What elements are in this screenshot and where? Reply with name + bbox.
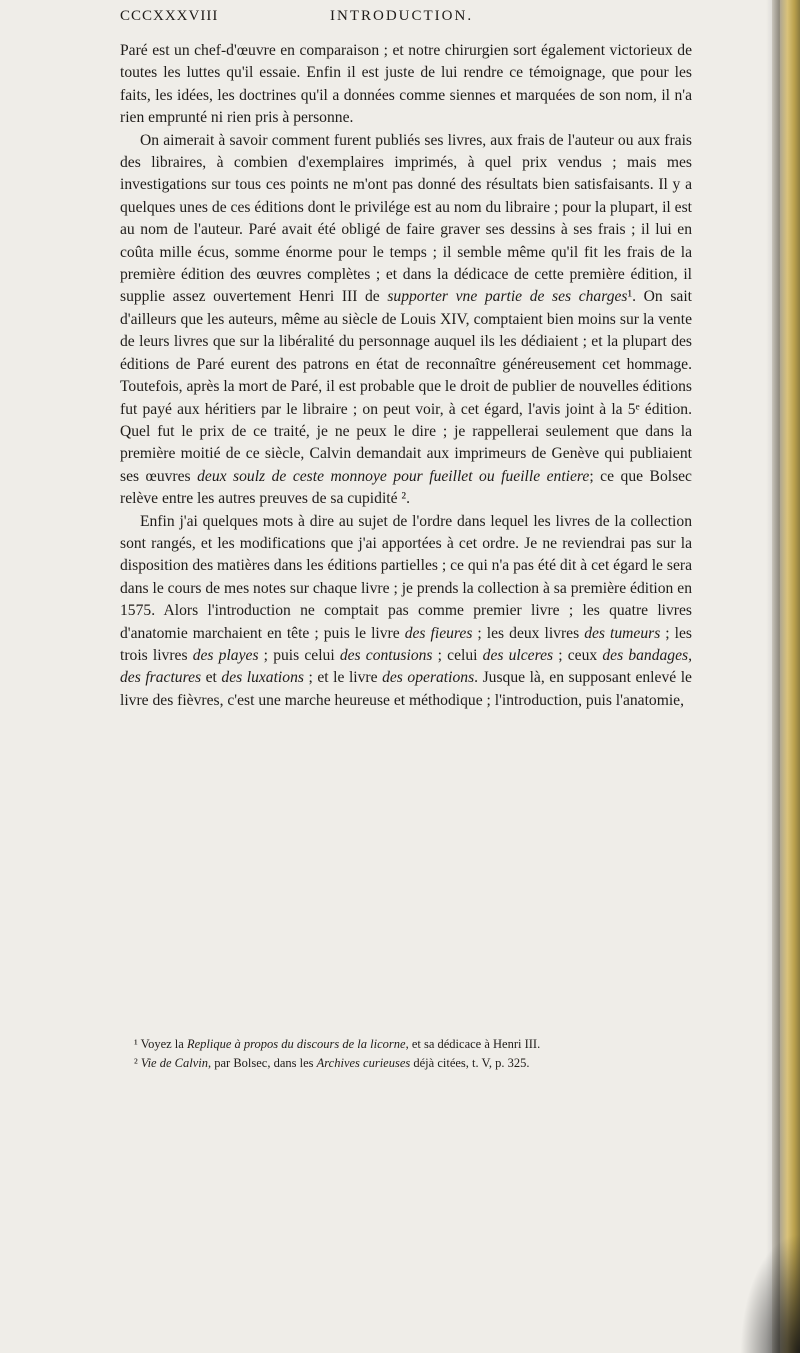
italic-text: Replique à propos du discours de la licorne <box>186 1037 406 1051</box>
italic-text: des ulceres <box>482 646 554 664</box>
body-text <box>120 40 692 712</box>
text-run: ; celui <box>432 646 483 664</box>
text-run: Enfin j'ai quelques mots à dire au sujet de l'ordre dans lequel les livres de la collection sont rangés, et les modifications que j'ai apportées à cet ordre. Je ne reviendrai pas sur la disposition des matières dans les éditions partielles ; ce qui n'a pas été dit à cet égard le sera dans le cours de mes notes sur chaque livre ; je prends la collection à sa première édition en 1575. Alors l'introduction ne comptait pas comme premier livre ; les quatre livres d'anatomie marchaient en tête ; puis le livre <box>120 512 692 642</box>
paragraph <box>120 511 692 713</box>
text-run: ; puis celui <box>258 646 340 664</box>
italic-text: des playes <box>192 646 259 664</box>
footnote <box>120 1035 692 1054</box>
page-folio: CCCXXXVIII <box>120 8 219 24</box>
text-run: ; les deux livres <box>472 624 585 642</box>
italic-text: des luxations <box>221 669 304 687</box>
text-run: ¹. On sait d'ailleurs que les auteurs, même au siècle de Louis XIV, comptaient bien moins sur la vente de leurs livres que sur la libéralité du personnage auquel ils les dédiaient ; et la plupart des éditions de Paré eurent des patrons en état de reconnaître généreusement cet hommage. Toutefois, après la mort de Paré, il est probable que le droit de publier de nouvelles éditions fut payé aux héritiers par le libraire ; on peut voir, à cet égard, l'avis joint à la 5ᵉ édition. Quel fut le prix de ce traité, je ne peux le dire ; je rappellerai seulement que dans la première moitié de ce siècle, Calvin demandait aux imprimeurs de Genève qui publiaient ses œuvres <box>120 288 692 485</box>
italic-text: Vie de Calvin <box>140 1056 208 1070</box>
binding-shadow <box>766 0 780 1353</box>
text-run: On aimerait à savoir comment furent publiés ses livres, aux frais de l'auteur ou aux frais des libraires, à combien d'exemplaires imprimés, à quel prix vendus ; mais mes investigations sur tous ces points ne m'ont pas donné des résultats bien satisfaisants. Il y a quelques unes de ces éditions dont le privilége est au nom du libraire ; pour la plupart, il est au nom de l'auteur. Paré avait été obligé de faire graver ses dessins à ses frais ; il lui en coûta mille écus, somme énorme pour le temps ; il semble même qu'il fit les frais de la première édition des œuvres complètes ; et dans la dédicace de cette première édition, il supplie assez ouvertement Henri III de <box>120 131 692 306</box>
text-run: déjà citées, t. V, p. 325. <box>410 1056 530 1070</box>
running-title: INTRODUCTION. <box>330 8 474 24</box>
italic-text: des bandages, des fractures <box>120 646 692 687</box>
italic-text: supporter vne partie de ses charges <box>387 288 628 306</box>
text-run: Paré est un chef-d'œuvre en comparaison ; et notre chirurgien sort également victorieux de toutes les luttes qu'il essaie. Enfin il est juste de lui rendre ce témoignage, que pour les faits, les idées, les doctrines qu'il a données comme siennes et marquées de son nom, il n'a rien emprunté ni rien pris à personne. <box>120 42 692 127</box>
italic-text: des tumeurs <box>584 624 661 642</box>
italic-text: des fieures <box>404 624 473 642</box>
running-head <box>120 8 690 32</box>
italic-text: deux soulz de ceste monnoye pour fueillet ou fueille entiere <box>197 467 590 485</box>
text-run: , par Bolsec, dans les <box>207 1056 317 1070</box>
text-run: ¹ Voyez la <box>134 1037 187 1051</box>
text-run: ; les trois livres <box>120 624 692 664</box>
text-run: ; ce que Bolsec relève entre les autres preuves de sa cupidité ². <box>120 467 692 508</box>
italic-text: des contusions <box>339 646 433 664</box>
text-run: et <box>201 669 222 687</box>
footnotes <box>120 1035 692 1073</box>
paragraph <box>120 40 692 130</box>
italic-text: Archives curieuses <box>316 1056 411 1070</box>
text-run: ; ceux <box>553 646 603 664</box>
footnote <box>120 1054 692 1073</box>
text-run: , et sa dédicace à Henri III. <box>405 1037 541 1051</box>
text-run: ; et le livre <box>303 669 383 687</box>
italic-text: des operations <box>382 669 475 687</box>
text-run: ² <box>134 1056 141 1070</box>
text-run: . Jusque là, en supposant enlevé le livre des fièvres, c'est une marche heureuse et méthodique ; l'introduction, puis l'anatomie, <box>120 669 692 709</box>
corner-shadow <box>740 1233 800 1353</box>
paragraph <box>120 130 692 511</box>
